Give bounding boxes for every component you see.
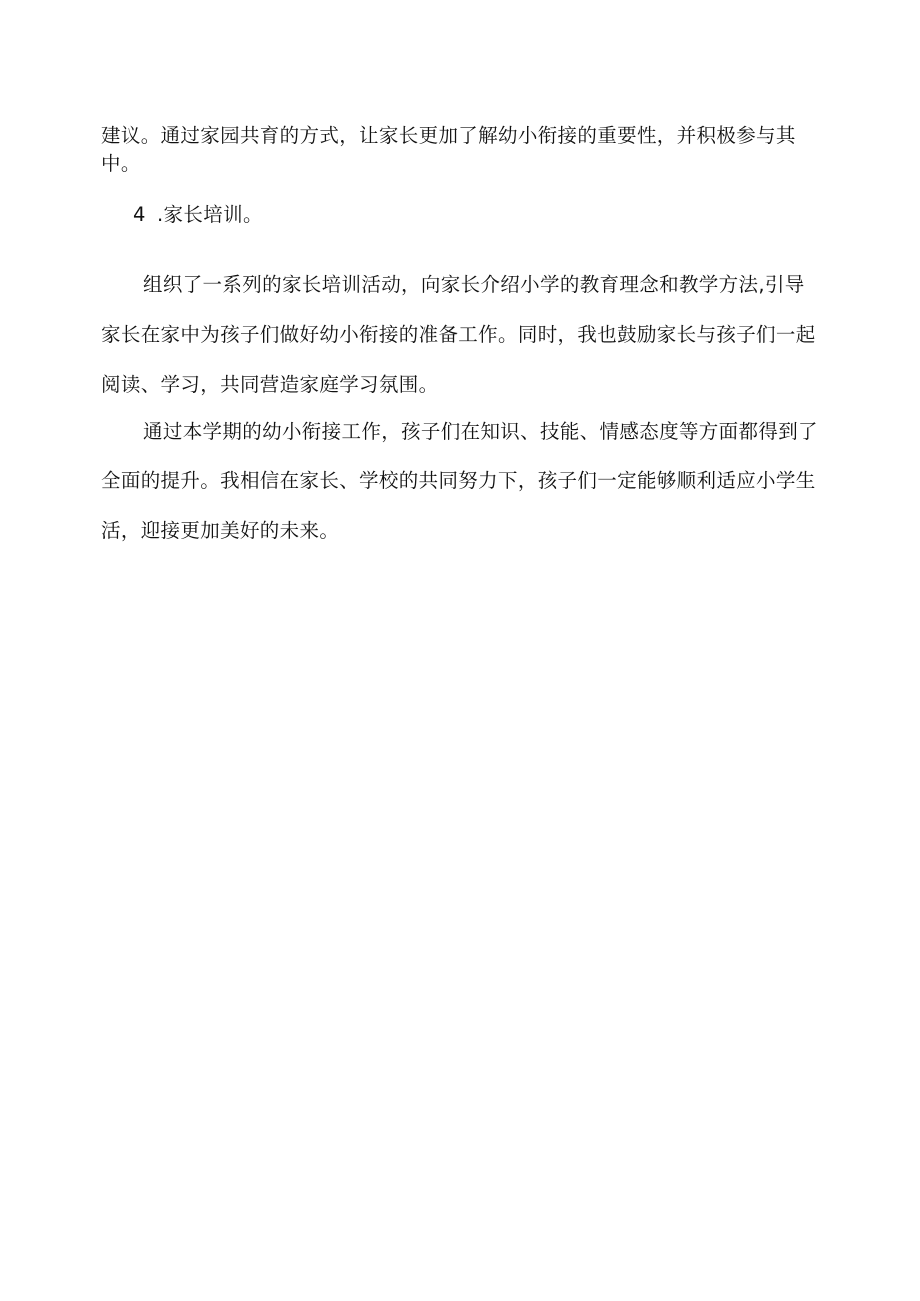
section-title: .家长培训。 [157, 203, 263, 226]
section-heading-parent-training [133, 202, 263, 228]
paragraph-line: 通过本学期的幼小衔接工作，孩子们在知识、技能、情感态度等方面都得到了 [143, 420, 818, 443]
paragraph-line: 阅读、学习，共同营造家庭学习氛围。 [101, 373, 439, 396]
paragraph-line: 活，迎接更加美好的未来。 [101, 519, 340, 542]
paragraph-line: 组织了一系列的家长培训活动，向家长介绍小学的教育理念和教学方法,引导 [143, 273, 805, 296]
paragraph-line: 全面的提升。我相信在家长、学校的共同努力下，孩子们一定能够顺利适应小学生 [101, 469, 816, 492]
section-number: 4 [133, 203, 146, 226]
paragraph-line: 家长在家中为孩子们做好幼小衔接的准备工作。同时，我也鼓励家长与孩子们一起 [101, 323, 816, 346]
paragraph-line: 建议。通过家园共育的方式，让家长更加了解幼小衔接的重要性，并积极参与其 [101, 124, 796, 147]
paragraph-line: 中。 [101, 152, 141, 175]
